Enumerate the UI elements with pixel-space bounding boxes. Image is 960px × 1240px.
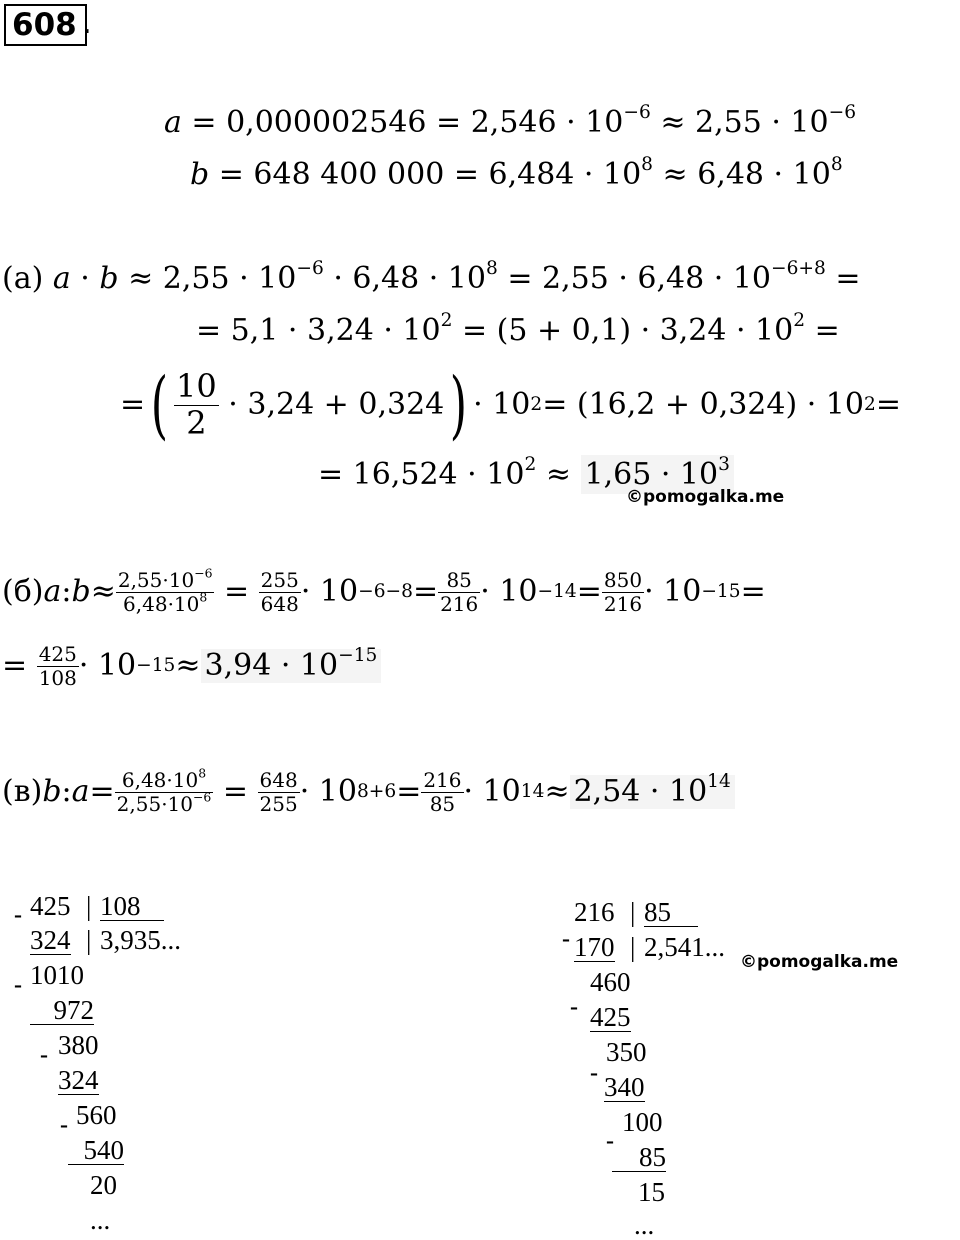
part-a-line-4: = $16,524 \cdot 10^2 \approx 1,65 \cdot 10^3$ (318, 460, 734, 490)
fraction-b-2: $\frac{255}{648}$ (260, 567, 299, 616)
step-ellipsis: ... (90, 1205, 111, 1235)
step-remainder: 1010 (30, 960, 84, 990)
step-subtrahend: 425 (590, 1002, 631, 1032)
part-v-line-1: (в) b : a = $\frac{6,48\cdot 10^8}{2,55\cdot 10^{-6}}$ = $\frac{648}{255}$ · 10 8+6 = $\frac{216}{85}$ · 10 14 ≈ $2,54 \cdot 10^{14}$ (2, 756, 735, 828)
step-ellipsis: ... (634, 1210, 655, 1240)
quotient: 3,935... (100, 925, 181, 955)
step-subtrahend: 540 (68, 1137, 124, 1165)
subtrahend: 324 (30, 925, 71, 955)
part-b-answer: $3,94 \cdot 10^{-15}$ (201, 649, 382, 683)
step-remainder: 560 (76, 1100, 117, 1130)
step-subtrahend: 972 (30, 997, 94, 1025)
watermark: ©pomogalka.me (626, 487, 785, 507)
divisor: 108 (100, 893, 164, 921)
step-subtrahend: 340 (604, 1072, 645, 1102)
part-b-label: (б) (2, 574, 44, 609)
step-remainder: 350 (606, 1037, 647, 1067)
fraction-b-1: $\frac{2,55\cdot 10^{-6}}{6,48\cdot 10^8}$ (117, 565, 213, 616)
fraction-v-1: $\frac{6,48\cdot 10^8}{2,55\cdot 10^{-6}}$ (116, 765, 212, 816)
watermark: ©pomogalka.me (740, 952, 899, 972)
dividend: 216 (574, 897, 615, 927)
fraction-v-2: $\frac{648}{255}$ (259, 767, 298, 816)
part-a-line-2: = $5,1 \cdot 3,24 \cdot 10^2 = (5 + 0,1) \cdot 3,24 \cdot 10^2$ = (196, 310, 840, 348)
subtrahend: 170 (574, 932, 615, 962)
part-b-line-2: = $\frac{425}{108}$ · 10 −15 ≈ $3,94 \cdot 10^{-15}$ (2, 630, 381, 702)
part-a-line-3: = ( $\frac{10}{2}$ · 3,24 + 0,324 ) · 10 2 = (16,2 + 0,324) · 10 2 = (120, 362, 901, 448)
divisor: 85 (644, 899, 698, 927)
fraction-b-3: $\frac{85}{216}$ (440, 567, 479, 616)
fraction-v-3: $\frac{216}{85}$ (423, 767, 462, 816)
step-subtrahend: 85 (612, 1144, 666, 1172)
step-remainder: 20 (90, 1170, 117, 1200)
fraction-b-5: $\frac{425}{108}$ (38, 641, 77, 690)
fraction-b-4: $\frac{850}{216}$ (603, 567, 643, 616)
step-subtrahend: 324 (58, 1065, 99, 1095)
problem-number-dot: . (82, 5, 92, 41)
definition-a: $a = 0,000002546 = 2,546 \cdot 10^{-6} \approx 2,55 \cdot 10^{-6}$ (164, 102, 857, 140)
part-a-label: (а) (2, 261, 53, 296)
step-remainder: 100 (622, 1107, 663, 1137)
step-remainder: 380 (58, 1030, 99, 1060)
fraction-10-over-2: $\frac{10}{2}$ (176, 367, 217, 442)
step-remainder: 460 (590, 967, 631, 997)
problem-number: 608 (4, 4, 87, 46)
quotient: 2,541... (644, 932, 725, 962)
step-remainder: 15 (638, 1177, 665, 1207)
part-a-line-1: (а) $a \cdot b \approx 2,55 \cdot 10^{-6} \cdot 6,48 \cdot 10^8 = 2,55 \cdot 6,48 \cdot 10^{-6+8}$ = (2, 258, 861, 296)
part-a-answer: $1,65 \cdot 10^3$ (581, 455, 734, 494)
part-v-label: (в) (2, 774, 43, 809)
dividend: 425 (30, 891, 71, 921)
definition-b: b = 648 400 $000 = 6,484 \cdot 10^8 \approx 6,48 \cdot 10^8$ (190, 154, 843, 192)
part-v-answer: $2,54 \cdot 10^{14}$ (570, 775, 735, 809)
part-b-line-1: (б) a : b ≈ $\frac{2,55\cdot 10^{-6}}{6,48\cdot 10^8}$ = $\frac{255}{648}$ · 10 −6−8 = $\frac{85}{216}$ · 10 −14 = $\frac{850}{216}$ · 10 −15 = (2, 565, 766, 616)
